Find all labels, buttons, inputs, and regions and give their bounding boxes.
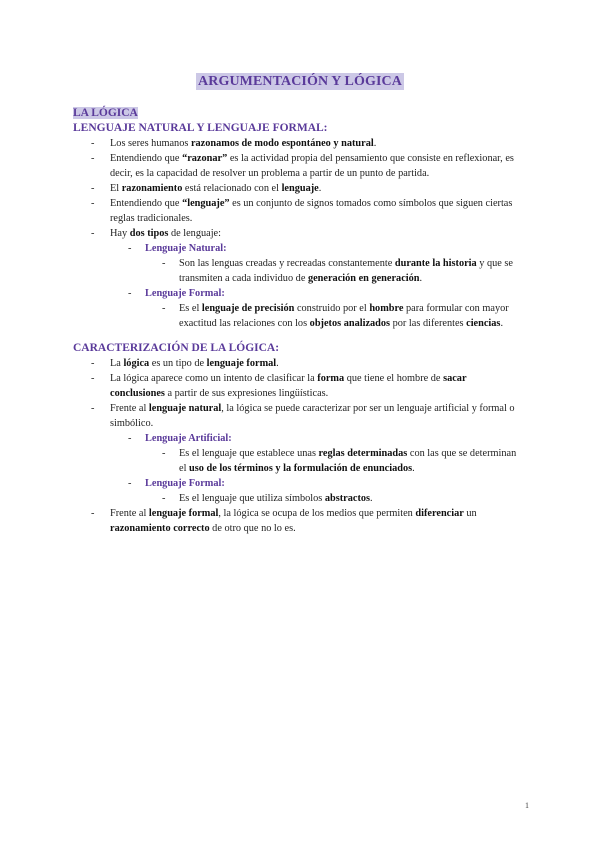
document-content	[73, 106, 523, 536]
sub-sub-item: - Es el lenguaje de precisión construido por el hombre para formular con mayor exactitud las relaciones con los objetos analizados por las diferentes ciencias.	[73, 301, 523, 331]
section-heading-caracterizacion: CARACTERIZACIÓN DE LA LÓGICA:	[73, 342, 280, 354]
sub-item-lenguaje-artificial: - Lenguaje Artificial:	[73, 431, 523, 446]
sub-item-lenguaje-formal-2: - Lenguaje Formal:	[73, 476, 523, 491]
list-item: - Frente al lenguaje formal, la lógica se ocupa de los medios que permiten diferenciar un razonamiento correcto de otro que no lo es.	[73, 506, 523, 536]
bullet-list-2	[73, 356, 523, 536]
sub-item-lenguaje-natural: - Lenguaje Natural:	[73, 241, 523, 256]
document-title-wrap	[0, 72, 600, 90]
list-item: - Entendiendo que “razonar” es la actividad propia del pensamiento que consiste en reflexionar, es decir, es la capacidad de resolver un problema a partir de un punto de partida.	[73, 151, 523, 181]
page-number: 1	[525, 801, 529, 810]
list-item: - El razonamiento está relacionado con el lenguaje.	[73, 181, 523, 196]
sub-item-lenguaje-formal: - Lenguaje Formal:	[73, 286, 523, 301]
document-title: ARGUMENTACIÓN Y LÓGICA	[198, 74, 402, 89]
section-heading-la-logica: LA LÓGICA	[73, 107, 138, 119]
list-item: - Los seres humanos razonamos de modo espontáneo y natural.	[73, 136, 523, 151]
bullet-list-1	[73, 136, 523, 331]
list-item: - La lógica aparece como un intento de clasificar la forma que tiene el hombre de sacar conclusiones a partir de sus expresiones lingüísticas.	[73, 371, 523, 401]
sub-sub-item: - Son las lenguas creadas y recreadas constantemente durante la historia y que se transmiten a cada individuo de generación en generación.	[73, 256, 523, 286]
list-item: - Hay dos tipos de lenguaje:	[73, 226, 523, 241]
section-subheading-lenguaje: LENGUAJE NATURAL Y LENGUAJE FORMAL:	[73, 122, 328, 134]
list-item: - La lógica es un tipo de lenguaje formal.	[73, 356, 523, 371]
sub-sub-item: - Es el lenguaje que utiliza símbolos abstractos.	[73, 491, 523, 506]
list-item: - Entendiendo que “lenguaje” es un conjunto de signos tomados como símbolos que siguen ciertas reglas tradicionales.	[73, 196, 523, 226]
sub-sub-item: - Es el lenguaje que establece unas reglas determinadas con las que se determinan el uso de los términos y la formulación de enunciados.	[73, 446, 523, 476]
list-item: - Frente al lenguaje natural, la lógica se puede caracterizar por ser un lenguaje artificial y formal o simbólico.	[73, 401, 523, 431]
